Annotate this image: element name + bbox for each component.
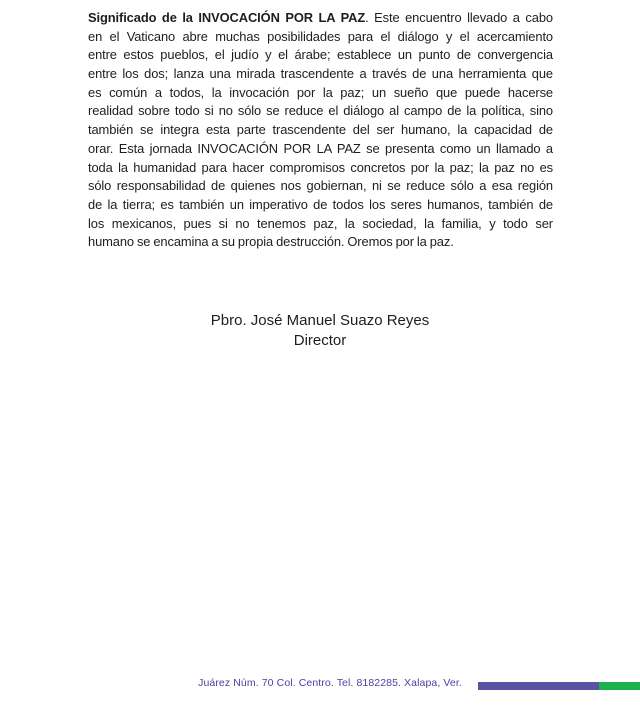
main-paragraph <box>88 9 553 252</box>
paragraph-line: los mexicanos, pues si no tenemos paz, la sociedad, la familia, y todo ser <box>88 215 553 231</box>
paragraph-line: de la tierra; es también un imperativo de todos los seres humanos, también de <box>88 196 553 212</box>
footer-bar-green-segment <box>599 682 640 690</box>
paragraph-line: entre los dos; lanza una mirada trascendente a través de una herramienta que <box>88 66 553 82</box>
paragraph-line: sólo responsabilidad de quienes nos gobiernan, ni se reduce sólo a esa región <box>88 178 553 194</box>
paragraph-line <box>88 9 553 28</box>
paragraph-line: en el Vaticano abre muchas posibilidades para el diálogo y el acercamiento <box>88 28 553 44</box>
paragraph-line: también se integra esta parte trascendente del ser humano, la capacidad de <box>88 122 553 138</box>
signature-name: Pbro. José Manuel Suazo Reyes <box>210 312 430 329</box>
signature-block <box>0 311 640 351</box>
paragraph-line: entre estos pueblos, el judío y el árabe; establece un punto de convergencia <box>88 47 553 63</box>
footer-bar-purple-segment <box>478 682 599 690</box>
paragraph-line: orar. Esta jornada INVOCACIÓN POR LA PAZ se presenta como un llamado a <box>88 140 553 156</box>
footer-address: Juárez Núm. 70 Col. Centro. Tel. 8182285. Xalapa, Ver. <box>198 677 462 689</box>
footer-bar <box>478 682 640 690</box>
paragraph-line: toda la humanidad para hacer compromisos concretos por la paz; la paz no es <box>88 159 553 175</box>
paragraph-line: es común a todos, la invocación por la paz; un sueño que puede hacerse <box>88 84 553 100</box>
paragraph-line: humano se encamina a su propia destrucción. Oremos por la paz. <box>88 234 454 250</box>
paragraph-lead-bold: Significado de la INVOCACIÓN POR LA PAZ <box>88 10 366 25</box>
paragraph-line: realidad sobre todo si no sólo se reduce el diálogo al campo de la política, sino <box>88 103 553 119</box>
paragraph-lead-rest: . Este encuentro llevado a cabo <box>365 10 553 25</box>
signature-title: Director <box>293 332 347 349</box>
